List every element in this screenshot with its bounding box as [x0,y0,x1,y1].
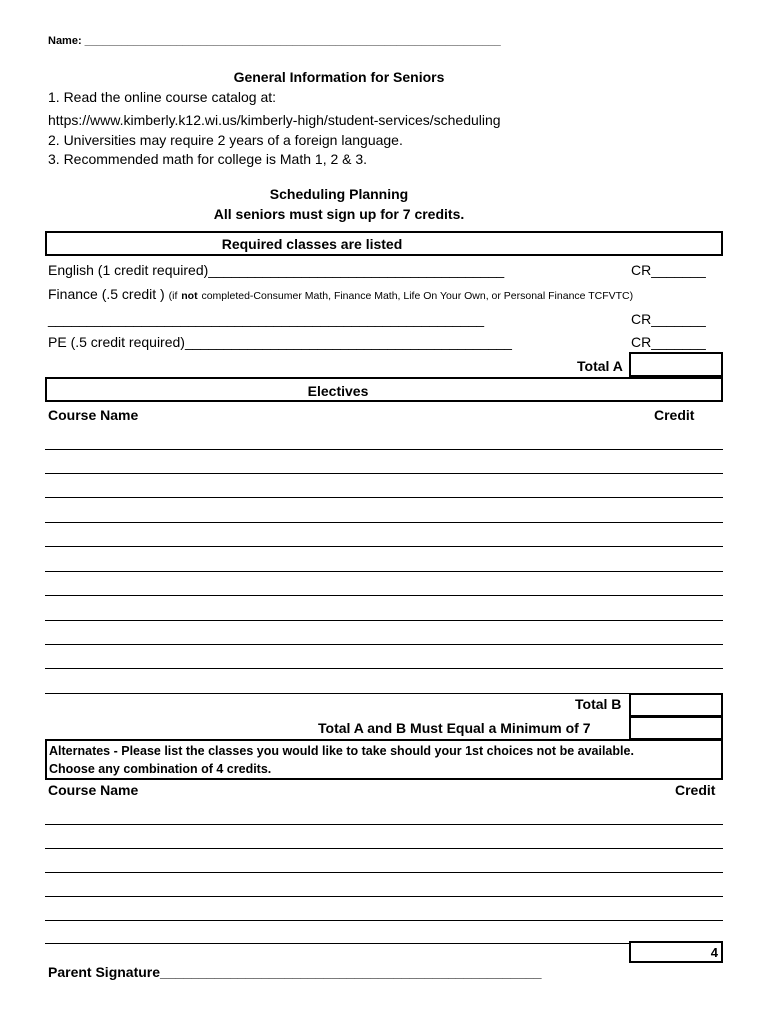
alternates-credit-total [629,941,723,963]
alternate-line[interactable] [45,896,723,897]
english-credit-blank[interactable]: CR_______ [631,262,706,278]
finance-course-blank[interactable]: ________________________________________________________ [48,311,485,327]
alternate-line[interactable] [45,920,723,921]
alternates-instruction-line-2: Choose any combination of 4 credits. [49,762,272,776]
elective-line[interactable] [45,595,723,596]
electives-credit-column-header: Credit [654,407,695,423]
required-classes-header [45,231,723,256]
alternates-instruction-line-1: Alternates - Please list the classes you would like to take should your 1st choices not be available. [49,744,634,758]
elective-line[interactable] [45,571,723,572]
parent-signature-line[interactable]: Parent Signature_________________________________________________ [48,964,542,980]
alternates-course-column-header: Course Name [48,782,139,798]
required-classes-title: Required classes are listed [221,236,403,252]
english-requirement-line[interactable]: English (1 credit required)______________________________________ [48,262,505,278]
total-ab-field[interactable] [629,716,723,740]
electives-header [45,377,723,402]
finance-requirement [48,286,633,302]
electives-title: Electives [307,383,369,399]
total-b-field[interactable] [629,693,723,717]
elective-line[interactable] [45,693,723,694]
elective-line[interactable] [45,522,723,523]
alternates-credit-total-value: 4 [710,945,718,960]
general-info-item-2: 2. Universities may require 2 years of a foreign language. [48,132,403,148]
elective-line[interactable] [45,620,723,621]
total-a-field[interactable] [629,352,723,377]
pe-credit-blank[interactable]: CR_______ [631,334,706,350]
planning-subtitle: All seniors must sign up for 7 credits. [213,206,465,222]
finance-note-prefix: (if [168,290,178,302]
name-field-label: Name: ____________________________________________________________________ [48,35,501,47]
alternate-line[interactable] [45,872,723,873]
elective-line[interactable] [45,644,723,645]
pe-requirement-line[interactable]: PE (.5 credit required)__________________________________________ [48,334,512,350]
elective-line[interactable] [45,473,723,474]
alternates-instructions-box [45,739,723,780]
alternate-line[interactable] [45,943,629,944]
finance-note: completed-Consumer Math, Finance Math, Life On Your Own, or Personal Finance TCFVTC) [201,290,634,302]
finance-label: Finance (.5 credit ) [48,286,165,302]
finance-credit-blank[interactable]: CR_______ [631,311,706,327]
general-info-item-3: 3. Recommended math for college is Math 1, 2 & 3. [48,151,368,167]
elective-line[interactable] [45,449,723,450]
electives-course-column-header: Course Name [48,407,139,423]
planning-title: Scheduling Planning [269,186,409,202]
alternates-credit-column-header: Credit [675,782,716,798]
total-b-label: Total B [575,696,622,712]
general-info-title: General Information for Seniors [233,69,445,85]
catalog-url[interactable]: https://www.kimberly.k12.wi.us/kimberly-high/student-services/scheduling [48,112,501,128]
general-info-item-1: 1. Read the online course catalog at: [48,89,277,105]
elective-line[interactable] [45,497,723,498]
total-a-label: Total A [577,358,623,374]
alternate-line[interactable] [45,824,723,825]
finance-note-emphasis: not [181,290,198,302]
minimum-credits-note: Total A and B Must Equal a Minimum of 7 [318,720,591,736]
elective-line[interactable] [45,546,723,547]
alternate-line[interactable] [45,848,723,849]
elective-line[interactable] [45,668,723,669]
